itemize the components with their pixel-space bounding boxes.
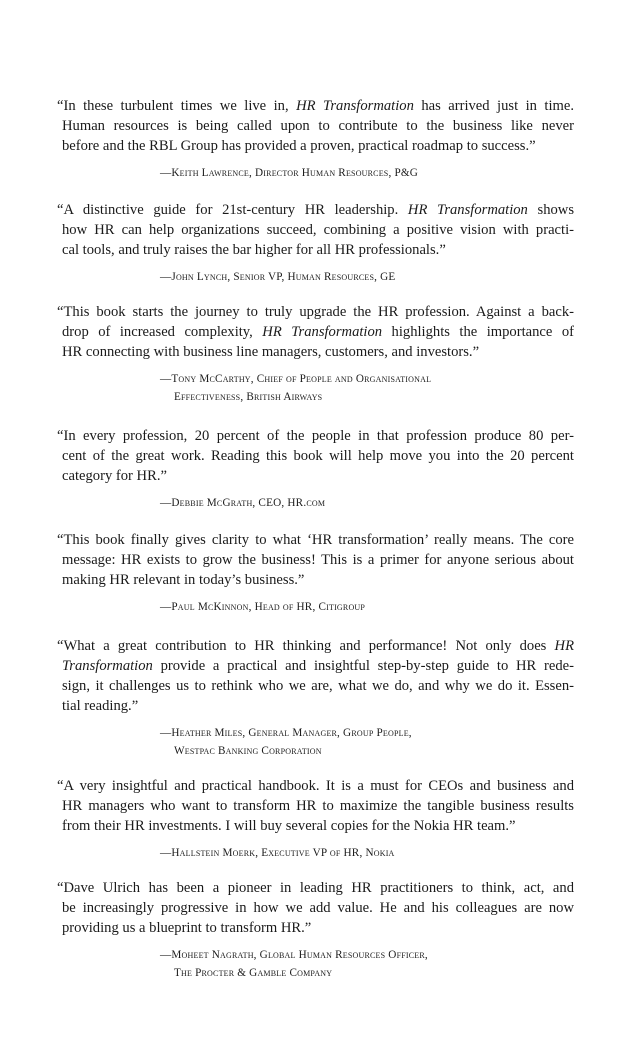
quote-text: “A distinctive guide for 21st-century HR leadership. (57, 202, 408, 218)
quote-line (62, 696, 574, 716)
quote-text: HR managers who want to transform HR to maximize the tangible business results (62, 798, 574, 814)
quote-text: from their HR investments. I will buy several copies for the Nokia HR team.” (62, 818, 516, 834)
quote-line (57, 96, 574, 116)
quote-text: sign, it challenges us to rethink who we are, what we do, and why we do it. Essen- (62, 678, 574, 694)
quote-line (57, 776, 574, 796)
attribution: —Heather Miles, General Manager, Group People, (160, 727, 412, 739)
quote-text: “A very insightful and practical handbook. It is a must for CEOs and business and (57, 778, 574, 794)
attribution: —Tony McCarthy, Chief of People and Organisational (160, 373, 432, 385)
quote-line (62, 240, 574, 260)
quote-text: Human resources is being called upon to contribute to the business like never (62, 118, 574, 134)
quote-text: before and the RBL Group has provided a proven, practical roadmap to success.” (62, 138, 536, 154)
quote-line (62, 918, 574, 938)
attribution: The Procter & Gamble Company (174, 967, 333, 979)
book-title: Transformation (62, 658, 153, 674)
quote-line (57, 200, 574, 220)
quote-line (57, 878, 574, 898)
quote-text: “What a great contribution to HR thinking and performance! Not only does (57, 638, 555, 654)
quote-text: “In every profession, 20 percent of the people in that profession produce 80 per- (57, 428, 574, 444)
quote-line (62, 342, 574, 362)
quote-line (62, 220, 574, 240)
quote-line (62, 446, 574, 466)
attribution: Effectiveness, British Airways (174, 391, 323, 403)
quote-text: drop of increased complexity, (62, 324, 263, 340)
quote-line (62, 816, 574, 836)
quote-line (62, 796, 574, 816)
attribution: —Hallstein Moerk, Executive VP of HR, Nokia (160, 847, 395, 859)
quote-line (62, 898, 574, 918)
quote-line (57, 302, 574, 322)
quote-text: cent of the great work. Reading this book will help move you into the 20 percent (62, 448, 574, 464)
quote-line (62, 116, 574, 136)
book-title: HR (554, 638, 574, 654)
quote-text: category for HR.” (62, 468, 167, 484)
book-title: HR Transformation (407, 202, 528, 218)
quote-text: “This book starts the journey to truly upgrade the HR profession. Against a back- (57, 304, 574, 320)
quote-text: message: HR exists to grow the business! This is a primer for anyone serious about (62, 552, 574, 568)
attribution: —Debbie McGrath, CEO, HR.com (160, 497, 326, 509)
quote-line (62, 570, 574, 590)
quote-text: shows (527, 202, 575, 218)
quote-line (57, 426, 574, 446)
quote-text: “This book finally gives clarity to what ‘HR transformation’ really means. The core (57, 532, 574, 548)
quote-line (57, 530, 574, 550)
attribution: —John Lynch, Senior VP, Human Resources, GE (160, 271, 396, 283)
quote-line (62, 550, 574, 570)
attribution: —Moheet Nagrath, Global Human Resources Officer, (160, 949, 428, 961)
quote-text: has arrived just in time. (413, 98, 575, 114)
quote-text: provide a practical and insightful step-by-step guide to HR rede- (152, 658, 574, 674)
attribution: Westpac Banking Corporation (174, 745, 322, 757)
quote-text: making HR relevant in today’s business.” (62, 572, 305, 588)
attribution: —Paul McKinnon, Head of HR, Citigroup (160, 601, 366, 613)
quote-text: HR connecting with business line managers, customers, and investors.” (62, 344, 480, 360)
quote-line (62, 466, 574, 486)
quote-text: how HR can help organizations succeed, combining a positive vision with practi- (62, 222, 574, 238)
book-title: HR Transformation (262, 324, 383, 340)
book-title: HR Transformation (296, 98, 414, 114)
quote-text: “In these turbulent times we live in, (57, 98, 297, 114)
quote-text: tial reading.” (62, 698, 139, 714)
quote-text: providing us a blueprint to transform HR.” (62, 920, 312, 936)
quote-text: cal tools, and truly raises the bar higher for all HR professionals.” (62, 242, 446, 258)
quote-line (57, 636, 574, 656)
attribution: —Keith Lawrence, Director Human Resources, P&G (160, 167, 419, 179)
quote-line (62, 322, 574, 342)
quote-line (62, 656, 574, 676)
quote-line (62, 136, 574, 156)
quote-text: highlights the importance of (382, 324, 575, 340)
quote-line (62, 676, 574, 696)
quote-text: “Dave Ulrich has been a pioneer in leading HR practitioners to think, act, and (57, 880, 574, 896)
quote-text: be increasingly progressive in how we add value. He and his colleagues are now (62, 900, 574, 916)
